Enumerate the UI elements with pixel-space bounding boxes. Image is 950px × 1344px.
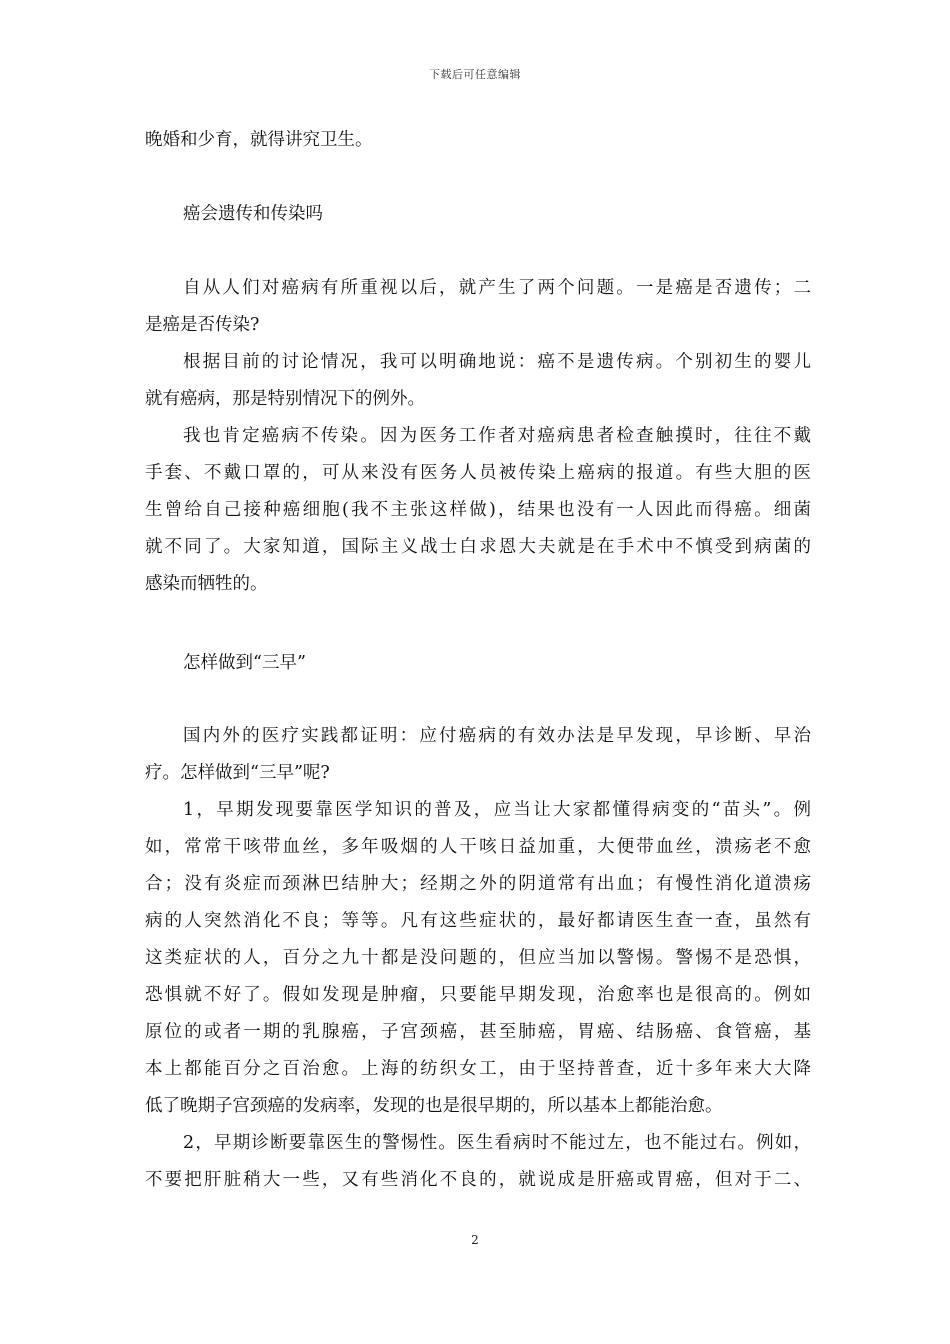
page-header: 下载后可任意编辑 <box>429 68 521 81</box>
text-line: 手套、不戴口罩的，可从来没有医务人员被传染上癌病的报道。有些大胆的医 <box>145 463 811 483</box>
text-line: 原位的或者一期的乳腺癌，子宫颈癌，甚至肺癌，胃癌、结肠癌、食管癌，基 <box>145 1022 811 1042</box>
text-line: 疗。怎样做到“三早”呢? <box>145 763 330 783</box>
section-body-three-early <box>145 718 811 1199</box>
text-line: 2，早期诊断要靠医生的警惕性。医生看病时不能过左，也不能过右。例如， <box>183 1133 811 1153</box>
text-line: 晚婚和少育，就得讲究卫生。 <box>145 130 373 150</box>
text-line: 国内外的医疗实践都证明：应付癌病的有效办法是早发现，早诊断、早治 <box>183 726 811 746</box>
text-line: 是癌是否传染? <box>145 315 260 335</box>
text-line: 自从人们对癌病有所重视以后，就产生了两个问题。一是癌是否遗传；二 <box>183 278 811 298</box>
section-heading-three-early <box>145 645 811 682</box>
text-line: 我也肯定癌病不传染。因为医务工作者对癌病患者检查触摸时，往往不戴 <box>183 426 811 446</box>
text-line: 就有癌病，那是特别情况下的例外。 <box>145 389 425 409</box>
paragraph-intro <box>145 122 811 159</box>
text-line: 不要把肝脏稍大一些，又有些消化不良的，就说成是肝癌或胃癌，但对于二、 <box>145 1170 811 1190</box>
text-line: 感染而牺牲的。 <box>145 574 268 594</box>
section-body-heredity <box>145 270 811 603</box>
text-line: 本上都能百分之百治愈。上海的纺织女工，由于坚持普查，近十多年来大大降 <box>145 1059 811 1079</box>
text-line: 恐惧就不好了。假如发现是肿瘤，只要能早期发现，治愈率也是很高的。例如 <box>145 985 811 1005</box>
section-title: 怎样做到“三早” <box>183 653 306 673</box>
section-title: 癌会遗传和传染吗 <box>183 204 323 224</box>
text-line: 病的人突然消化不良；等等。凡有这些症状的，最好都请医生查一查，虽然有 <box>145 911 811 931</box>
text-line: 低了晚期子宫颈癌的发病率，发现的也是很早期的，所以基本上都能治愈。 <box>145 1096 723 1116</box>
page-number: 2 <box>471 1233 479 1247</box>
text-line: 这类症状的人，百分之九十都是没问题的，但应当加以警惕。警惕不是恐惧， <box>145 948 811 968</box>
text-line: 就不同了。大家知道，国际主义战士白求恩大夫就是在手术中不慎受到病菌的 <box>145 537 811 557</box>
text-line: 合；没有炎症而颈淋巴结肿大；经期之外的阴道常有出血；有慢性消化道溃疡 <box>145 874 811 894</box>
text-line: 1，早期发现要靠医学知识的普及，应当让大家都懂得病变的“苗头”。例 <box>183 800 811 820</box>
section-heading-heredity <box>145 196 811 233</box>
text-line: 生曾给自己接种癌细胞(我不主张这样做)，结果也没有一人因此而得癌。细菌 <box>145 500 811 520</box>
text-line: 根据目前的讨论情况，我可以明确地说：癌不是遗传病。个别初生的婴儿 <box>183 352 811 372</box>
text-line: 如，常常干咳带血丝，多年吸烟的人干咳日益加重，大便带血丝，溃疡老不愈 <box>145 837 811 857</box>
